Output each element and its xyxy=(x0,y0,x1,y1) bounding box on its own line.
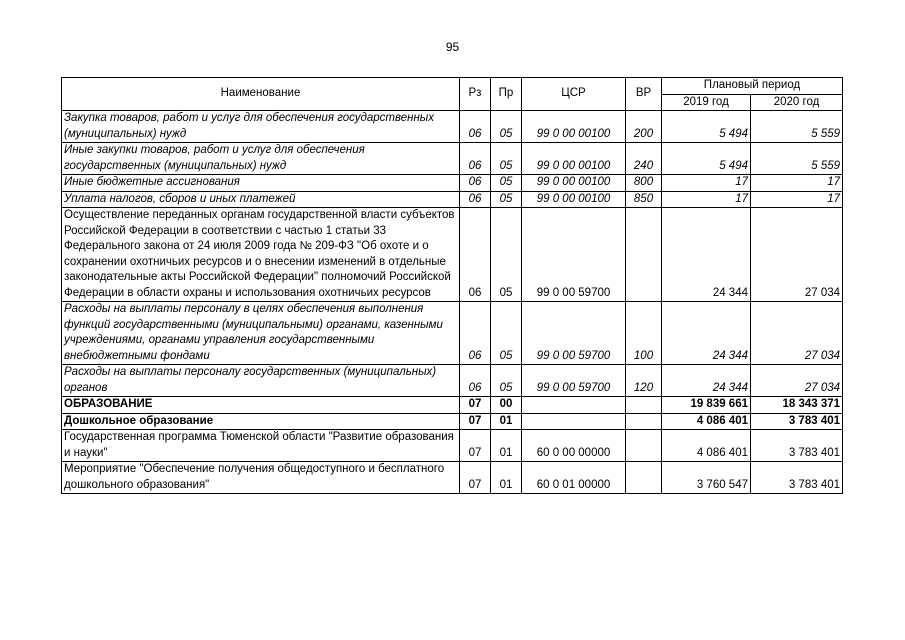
header-rz: Рз xyxy=(460,78,491,111)
header-year-2019: 2019 год xyxy=(662,94,751,111)
table-row xyxy=(62,413,843,430)
row-vr: 100 xyxy=(626,302,662,365)
row-rz: 06 xyxy=(460,175,491,192)
row-2019: 24 344 xyxy=(662,302,751,365)
row-pr: 05 xyxy=(491,175,522,192)
row-2019: 4 086 401 xyxy=(662,413,751,430)
row-2020: 3 783 401 xyxy=(751,462,843,494)
row-csr: 60 0 01 00000 xyxy=(522,462,626,494)
row-pr: 05 xyxy=(491,143,522,175)
row-2020: 27 034 xyxy=(751,302,843,365)
row-2020: 5 559 xyxy=(751,111,843,143)
row-2020: 18 343 371 xyxy=(751,397,843,414)
row-csr: 99 0 00 00100 xyxy=(522,111,626,143)
row-2019: 5 494 xyxy=(662,111,751,143)
header-csr: ЦСР xyxy=(522,78,626,111)
row-csr: 99 0 00 00100 xyxy=(522,143,626,175)
row-rz: 06 xyxy=(460,365,491,397)
row-pr: 00 xyxy=(491,397,522,414)
row-pr: 05 xyxy=(491,302,522,365)
header-vr: ВР xyxy=(626,78,662,111)
row-rz: 06 xyxy=(460,208,491,302)
row-csr: 99 0 00 59700 xyxy=(522,208,626,302)
header-plan-period: Плановый период xyxy=(662,78,843,95)
row-vr xyxy=(626,208,662,302)
row-2020: 27 034 xyxy=(751,365,843,397)
table-row xyxy=(62,462,843,494)
row-2019: 3 760 547 xyxy=(662,462,751,494)
row-name: Уплата налогов, сборов и иных платежей xyxy=(62,191,460,208)
row-2020: 17 xyxy=(751,191,843,208)
row-2020: 3 783 401 xyxy=(751,430,843,462)
table-row xyxy=(62,430,843,462)
row-vr xyxy=(626,462,662,494)
row-rz: 07 xyxy=(460,430,491,462)
row-vr: 240 xyxy=(626,143,662,175)
header-pr: Пр xyxy=(491,78,522,111)
row-csr: 99 0 00 59700 xyxy=(522,302,626,365)
row-pr: 01 xyxy=(491,430,522,462)
row-2019: 24 344 xyxy=(662,208,751,302)
table-row xyxy=(62,175,843,192)
budget-table xyxy=(61,77,843,494)
header-name: Наименование xyxy=(62,78,460,111)
row-csr xyxy=(522,413,626,430)
row-csr: 99 0 00 00100 xyxy=(522,175,626,192)
row-name: Расходы на выплаты персоналу государственных (муниципальных) органов xyxy=(62,365,460,397)
row-rz: 07 xyxy=(460,413,491,430)
table-row xyxy=(62,365,843,397)
row-2020: 3 783 401 xyxy=(751,413,843,430)
row-pr: 05 xyxy=(491,365,522,397)
table-row xyxy=(62,191,843,208)
row-name: Дошкольное образование xyxy=(62,413,460,430)
header-row xyxy=(62,78,843,95)
table-row xyxy=(62,143,843,175)
row-pr: 01 xyxy=(491,462,522,494)
row-pr: 05 xyxy=(491,208,522,302)
row-name: Государственная программа Тюменской области "Развитие образования и науки" xyxy=(62,430,460,462)
row-rz: 06 xyxy=(460,111,491,143)
row-pr: 05 xyxy=(491,191,522,208)
row-vr xyxy=(626,397,662,414)
row-pr: 01 xyxy=(491,413,522,430)
row-name: Осуществление переданных органам государственной власти субъектов Российской Федерации в соответствии с частью 1 статьи 33 Федерального закона от 24 июля 2009 года № 209-ФЗ "Об охоте и о сохранении охотничьих ресурсов и о внесении изменений в отдельные законодательные акты Российской Федерации" полномочий Российской Федерации в области охраны и использования охотничьих ресурсов xyxy=(62,208,460,302)
row-csr: 99 0 00 00100 xyxy=(522,191,626,208)
row-rz: 06 xyxy=(460,143,491,175)
table-row xyxy=(62,397,843,414)
row-rz: 06 xyxy=(460,302,491,365)
row-csr: 60 0 00 00000 xyxy=(522,430,626,462)
row-2019: 24 344 xyxy=(662,365,751,397)
row-2020: 27 034 xyxy=(751,208,843,302)
row-vr: 120 xyxy=(626,365,662,397)
row-vr: 850 xyxy=(626,191,662,208)
table-row xyxy=(62,302,843,365)
row-name: Иные закупки товаров, работ и услуг для обеспечения государственных (муниципальных) нужд xyxy=(62,143,460,175)
row-rz: 06 xyxy=(460,191,491,208)
row-csr: 99 0 00 59700 xyxy=(522,365,626,397)
row-vr xyxy=(626,430,662,462)
row-name: ОБРАЗОВАНИЕ xyxy=(62,397,460,414)
row-2019: 4 086 401 xyxy=(662,430,751,462)
row-csr xyxy=(522,397,626,414)
row-pr: 05 xyxy=(491,111,522,143)
row-2020: 17 xyxy=(751,175,843,192)
row-vr: 200 xyxy=(626,111,662,143)
page-number: 95 xyxy=(445,40,460,54)
row-rz: 07 xyxy=(460,397,491,414)
row-2019: 17 xyxy=(662,191,751,208)
row-2020: 5 559 xyxy=(751,143,843,175)
row-name: Расходы на выплаты персоналу в целях обеспечения выполнения функций государственными (муниципальными) органами, казенными учреждениями, органами управления государственными внебюджетными фондами xyxy=(62,302,460,365)
row-name: Закупка товаров, работ и услуг для обеспечения государственных (муниципальных) нужд xyxy=(62,111,460,143)
row-vr: 800 xyxy=(626,175,662,192)
table-row xyxy=(62,208,843,302)
row-vr xyxy=(626,413,662,430)
row-2019: 17 xyxy=(662,175,751,192)
row-name: Иные бюджетные ассигнования xyxy=(62,175,460,192)
row-2019: 5 494 xyxy=(662,143,751,175)
row-rz: 07 xyxy=(460,462,491,494)
row-2019: 19 839 661 xyxy=(662,397,751,414)
table-row xyxy=(62,111,843,143)
row-name: Мероприятие "Обеспечение получения общедоступного и бесплатного дошкольного образования" xyxy=(62,462,460,494)
header-year-2020: 2020 год xyxy=(751,94,843,111)
